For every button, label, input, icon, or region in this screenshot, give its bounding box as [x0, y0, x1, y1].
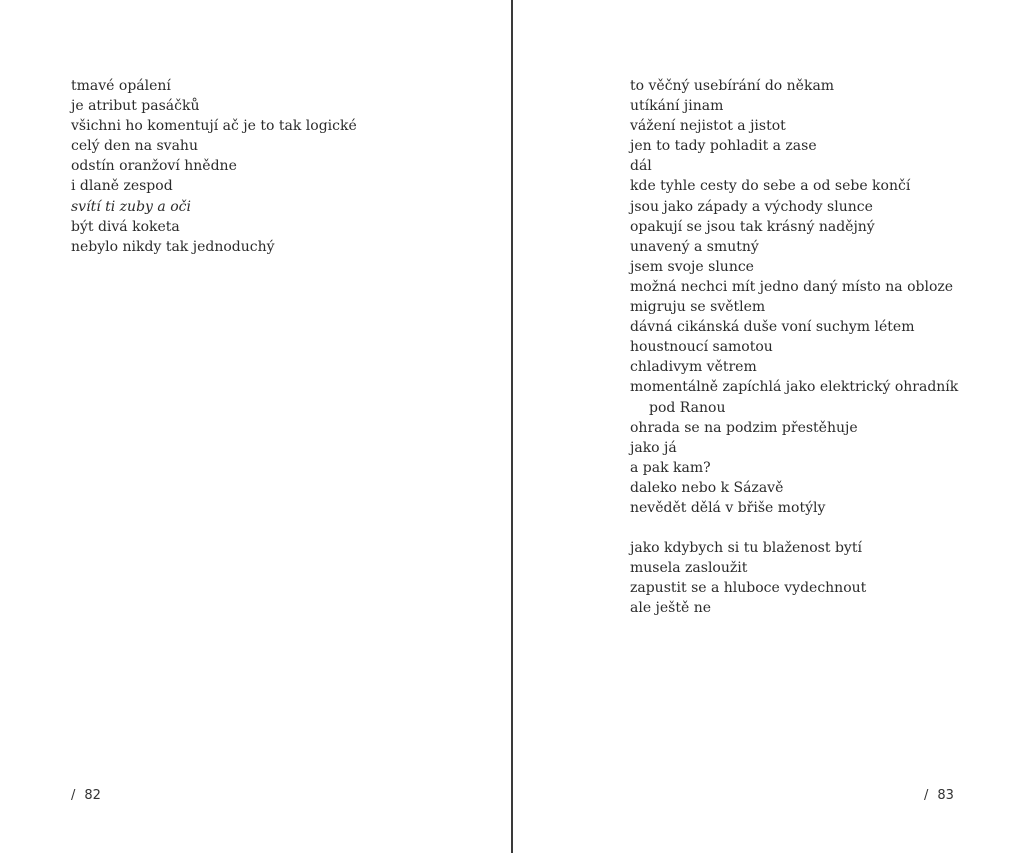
folio-slash: /: [924, 788, 929, 803]
poem-line-continuation: pod Ranou: [649, 399, 726, 416]
poem-line: a pak kam?: [630, 459, 711, 476]
page-number-left: [71, 788, 101, 803]
poem-line: dál: [630, 158, 652, 175]
poem-line: být divá koketa: [71, 218, 180, 235]
stanza-break: [630, 518, 958, 538]
page-number: 82: [84, 788, 101, 803]
poem-line: všichni ho komentují ač je to tak logické: [71, 118, 357, 135]
poem-line: zapustit se a hluboce vydechnout: [630, 580, 867, 597]
poem-line: odstín oranžoví hnědne: [71, 158, 237, 175]
poem-line: jako kdybych si tu blaženost bytí: [630, 540, 862, 557]
poem-line: je atribut pasáčků: [71, 98, 200, 115]
poem-left: [71, 76, 357, 257]
poem-line: daleko nebo k Sázavě: [630, 479, 784, 496]
poem-line: ohrada se na podzim přestěhuje: [630, 419, 858, 436]
folio-slash: /: [71, 788, 76, 803]
poem-line: jen to tady pohladit a zase: [630, 138, 817, 155]
poem-line: vážení nejistot a jistot: [630, 118, 786, 135]
poem-line: opakují se jsou tak krásný nadějný: [630, 218, 875, 235]
page-number-right: [924, 788, 954, 803]
poem-right: [630, 76, 958, 619]
poem-line: chladivym větrem: [630, 359, 757, 376]
poem-line: jsem svoje slunce: [630, 258, 754, 275]
right-page: [513, 0, 1024, 853]
poem-line: ale ještě ne: [630, 600, 712, 617]
poem-line: tmavé opálení: [71, 78, 171, 94]
poem-line: nevědět dělá v břiše motýly: [630, 499, 826, 516]
poem-line: celý den na svahu: [71, 138, 198, 155]
poem-line: utíkání jinam: [630, 98, 724, 115]
poem-line: houstnoucí samotou: [630, 339, 773, 356]
poem-line: kde tyhle cesty do sebe a od sebe končí: [630, 178, 911, 195]
poem-line: musela zasloužit: [630, 560, 748, 577]
poem-line: migruju se světlem: [630, 299, 766, 316]
poem-line: nebylo nikdy tak jednoduchý: [71, 238, 275, 255]
poem-line: jako já: [630, 439, 677, 456]
poem-line: dávná cikánská duše voní suchym létem: [630, 319, 915, 336]
poem-line-italic: svítí ti zuby a oči: [71, 198, 191, 215]
poem-line: i dlaně zespod: [71, 178, 173, 195]
poem-line: možná nechci mít jedno daný místo na obloze: [630, 278, 954, 295]
poem-line: to věčný usebírání do někam: [630, 78, 835, 94]
poem-line: jsou jako západy a východy slunce: [630, 198, 873, 215]
poem-line: momentálně zapíchlá jako elektrický ohradník: [630, 379, 959, 396]
page-number: 83: [937, 788, 954, 803]
poem-line: unavený a smutný: [630, 238, 759, 255]
